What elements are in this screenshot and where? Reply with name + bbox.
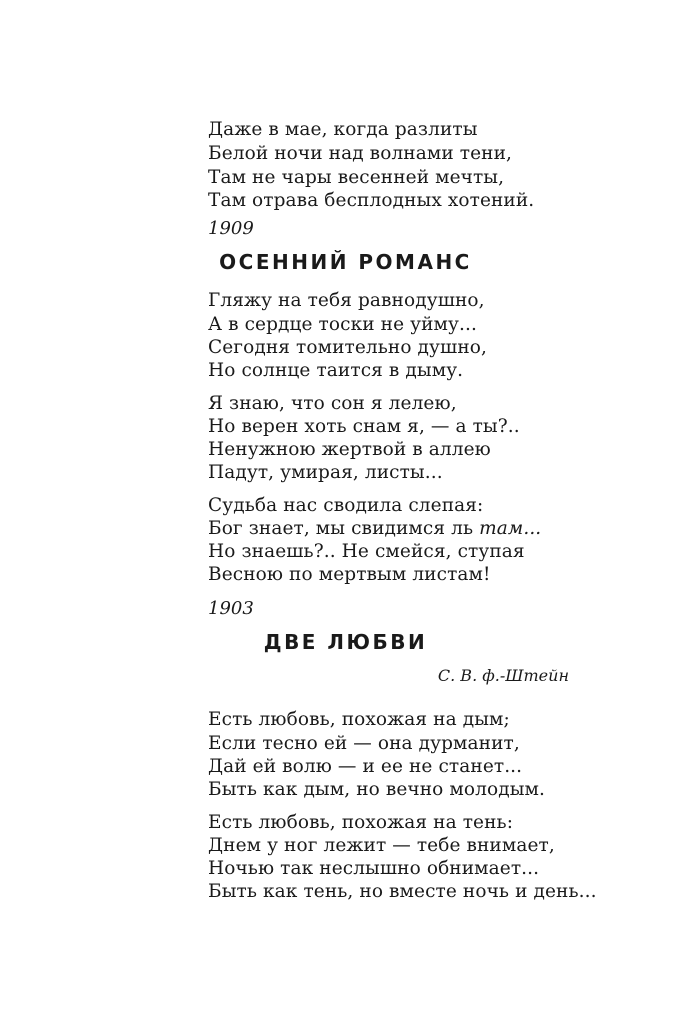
- poem3-s2-line-2: Днем у ног лежит — тебе внимает,: [208, 835, 555, 856]
- poem1-line-3: Там не чары весенней мечты,: [208, 167, 505, 188]
- poem3-s1-line-2: Если тесно ей — она дурманит,: [208, 733, 520, 754]
- poem2-s3-line-4: Весною по мертвым листам!: [208, 564, 491, 585]
- poem2-year: 1903: [208, 598, 254, 619]
- poem3-s1-line-3: Дай ей волю — и ее не станет...: [208, 756, 523, 777]
- poem2-s3-line-2-text: Бог знает, мы свидимся ль: [208, 518, 480, 539]
- poem3-s2-line-4: Быть как тень, но вместе ночь и день...: [208, 881, 597, 902]
- poem2-s1-line-3: Сегодня томительно душно,: [208, 337, 487, 358]
- poem3-s2-line-1: Есть любовь, похожая на тень:: [208, 812, 514, 833]
- poem2-s1-line-4: Но солнце таится в дыму.: [208, 360, 464, 381]
- poem2-s3-line-3: Но знаешь?.. Не смейся, ступая: [208, 541, 525, 562]
- poem3-dedication: С. В. ф.-Штейн: [437, 666, 569, 685]
- poem2-s3-line-1: Судьба нас сводила слепая:: [208, 495, 484, 516]
- poem2-s1-line-2: А в сердце тоски не уйму...: [208, 314, 477, 335]
- poem1-line-2: Белой ночи над волнами тени,: [208, 143, 512, 164]
- italic-word: там...: [479, 518, 542, 539]
- poem2-s1-line-1: Гляжу на тебя равнодушно,: [208, 290, 485, 311]
- poem3-title: ДВЕ ЛЮБВИ: [263, 630, 428, 654]
- poem2-title: ОСЕННИЙ РОМАНС: [219, 250, 472, 274]
- poem3-s2-line-3: Ночью так неслышно обнимает...: [208, 858, 540, 879]
- poem3-s1-line-1: Есть любовь, похожая на дым;: [208, 709, 510, 730]
- poem1-line-1: Даже в мае, когда разлиты: [208, 119, 478, 140]
- poem2-s2-line-4: Падут, умирая, листы...: [208, 462, 443, 483]
- poem2-s2-line-2: Но верен хоть снам я, — а ты?..: [208, 416, 520, 437]
- poem3-s1-line-4: Быть как дым, но вечно молодым.: [208, 779, 546, 800]
- poem1-year: 1909: [208, 218, 254, 239]
- poem2-s3-line-2: [208, 517, 541, 540]
- poem2-s2-line-3: Ненужною жертвой в аллею: [208, 439, 491, 460]
- poem1-line-4: Там отрава бесплодных хотений.: [208, 190, 535, 211]
- poem2-s2-line-1: Я знаю, что сон я лелею,: [208, 393, 457, 414]
